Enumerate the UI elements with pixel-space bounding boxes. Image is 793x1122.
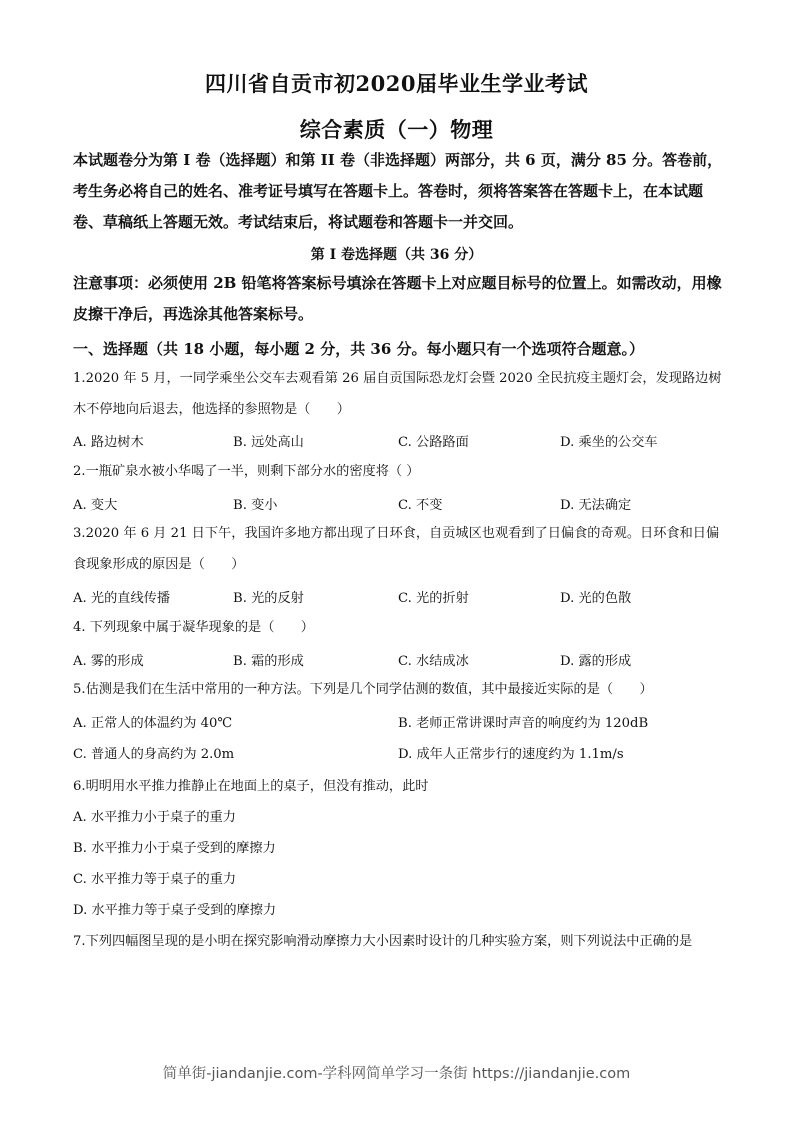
option-a: A. 水平推力小于桌子的重力: [73, 810, 236, 825]
option-d: D. 露的形成: [560, 654, 632, 669]
question-3-stem: 3.2020 年 6 月 21 日下午，我国许多地方都出现了日环食，自贡城区也观看到了日偏食的奇观。日环食和日偏食现象形成的原因是（ ）: [73, 526, 720, 572]
option-a: A. 雾的形成: [73, 654, 144, 669]
question-5-stem: 5.估测是我们在生活中常用的一种方法。下列是几个同学估测的数值，其中最接近实际的是（ ）: [73, 682, 653, 697]
option-d: D. 乘坐的公交车: [560, 435, 658, 450]
question-1-options: [73, 431, 723, 451]
section-title: 第 I 卷选择题（共 36 分）: [310, 247, 483, 263]
option-c: C. 光的折射: [398, 591, 469, 606]
question-5-options-row2: [73, 743, 723, 763]
option-c: C. 不变: [398, 498, 443, 513]
option-c: C. 水平推力等于桌子的重力: [73, 872, 237, 887]
exam-instructions: 本试题卷分为第 I 卷（选择题）和第 II 卷（非选择题）两部分，共 6 页，满分 85 分。答卷前，考生务必将自己的姓名、准考证号填写在答题卡上。答卷时，须将答案答在答题卡上，在本试题卷、草稿纸上答题无效。考试结束后，将试题卷和答题卡一并交回。: [73, 151, 723, 231]
question-2-stem: 2.一瓶矿泉水被小华喝了一半，则剩下部分水的密度将（ ）: [73, 464, 420, 479]
exam-title: 四川省自贡市初2020届毕业生学业考试: [205, 71, 588, 96]
question-4-stem: 4. 下列现象中属于凝华现象的是（ ）: [73, 620, 314, 635]
question-3-options: [73, 587, 723, 607]
option-a: A. 变大: [73, 498, 118, 513]
option-c: C. 普通人的身高约为 2.0m: [73, 747, 235, 762]
option-d: D. 成年人正常步行的速度约为 1.1m/s: [398, 747, 624, 762]
exam-subtitle: 综合素质（一）物理: [299, 117, 494, 142]
option-a: A. 路边树木: [73, 435, 144, 450]
option-b: B. 变小: [233, 498, 278, 513]
watermark-footer: 简单街-jiandanjie.com-学科网简单学习一条街 https://jiandanjie.com: [162, 1066, 631, 1082]
question-7-stem: 7.下列四幅图呈现的是小明在探究影响滑动摩擦力大小因素时设计的几种实验方案，则下列说法中正确的是: [73, 934, 693, 949]
option-b: B. 远处高山: [233, 435, 304, 450]
option-b: B. 光的反射: [233, 591, 304, 606]
question-4-options: [73, 650, 723, 670]
notice-text: 注意事项：必须使用 2B 铅笔将答案标号填涂在答题卡上对应题目标号的位置上。如需改动，用橡皮擦干净后，再选涂其他答案标号。: [73, 274, 722, 323]
option-c: C. 水结成冰: [398, 654, 469, 669]
option-d: D. 无法确定: [560, 498, 632, 513]
option-a: A. 光的直线传播: [73, 591, 171, 606]
option-c: C. 公路路面: [398, 435, 469, 450]
question-6-stem: 6.明明用水平推力推静止在地面上的桌子，但没有推动，此时: [73, 779, 429, 794]
option-a: A. 正常人的体温约为 40℃: [73, 716, 233, 731]
part-heading: 一、选择题（共 18 小题，每小题 2 分，共 36 分。每小题只有一个选项符合题意。）: [73, 340, 645, 358]
option-b: B. 水平推力小于桌子受到的摩擦力: [73, 841, 276, 856]
option-d: D. 光的色散: [560, 591, 632, 606]
option-b: B. 霜的形成: [233, 654, 304, 669]
question-1-stem: 1.2020 年 5 月，一同学乘坐公交车去观看第 26 届自贡国际恐龙灯会暨 2020 全民抗疫主题灯会，发现路边树木不停地向后退去，他选择的参照物是（ ）: [73, 371, 722, 417]
option-d: D. 水平推力等于桌子受到的摩擦力: [73, 903, 277, 918]
question-2-options: [73, 494, 723, 514]
question-5-options-row1: [73, 712, 723, 732]
option-b: B. 老师正常讲课时声音的响度约为 120dB: [398, 716, 649, 731]
